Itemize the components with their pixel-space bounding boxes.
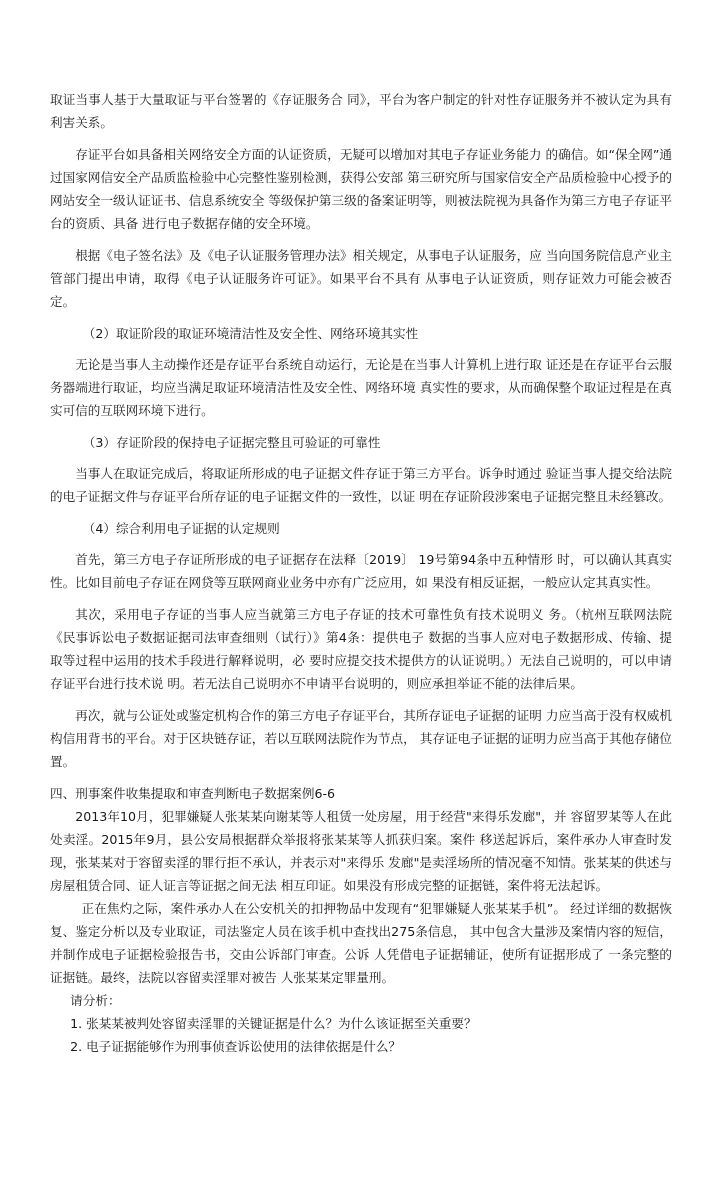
case-paragraph-facts: 2013年10月，犯罪嫌疑人张某某向谢某等人租赁一处房屋，用于经营"来得乐发廊"，并 容留罗某等人在此处卖淫。2015年9月，县公安局根据群众举报将张某某等人抓获归案。案件 移送起诉后，案件承办人审查时发现，张某某对于容留卖淫的罪行拒不承认，并表示对"来得乐 发廊"是卖淫场所的情况毫不知情。张某某的供述与房屋租赁合同、证人证言等证据之间无法 相互印证。如果没有形成完整的证据链，案件将无法起诉。 bbox=[50, 809, 672, 893]
document-page bbox=[50, 88, 672, 1058]
analysis-prompt: 请分析： bbox=[70, 993, 121, 1008]
paragraph-service-contract: 取证当事人基于大量取证与平台签署的《存证服务合 同》，平台为客户制定的针对性存证服务并不被认定为具有利害关系。 bbox=[50, 92, 672, 130]
case-paragraph-evidence: 正在焦灼之际，案件承办人在公安机关的扣押物品中发现有“犯罪嫌疑人张某某手机”。 经过详细的数据恢复、鉴定分析以及专业取证，司法鉴定人员在该手机中查找出275条信息， 其中包含大量涉及案情内容的短信，并制作成电子证据检验报告书，交由公诉部门审查。公诉 人凭借电子证据辅证，使所有证据形成了 一条完整的证据链。最终，法院以容留卖淫罪对被告 人张某某定罪量刑。 bbox=[50, 901, 672, 985]
paragraph-third-rule: 再次，就与公证处或鉴定机构合作的第三方电子存证平台，其所存证电子证据的证明 力应当高于没有权威机构信用背书的平台。对于区块链存证，若以互联网法院作为节点， 其存证电子证据的证明力应当高于其他存储位置。 bbox=[50, 708, 672, 769]
paragraph-platform-certification: 存证平台如具备相关网络安全方面的认证资质，无疑可以增加对其电子存证业务能力 的确信。如“保全网”通过国家网信安全产品质监检验中心完整性鉴别检测，获得公安部 第三研究所与国家信安全产品质检验中心授予的网站安全一级认证证书、信息系统安全 等级保护第三级的备案证明等，则被法院视为具备作为第三方电子存证平台的资质、具备 进行电子数据存储的安全环境。 bbox=[50, 147, 672, 231]
paragraph-storage-reliability: 当事人在取证完成后，将取证所形成的电子证据文件存证于第三方平台。诉争时通过 验证当事人提交给法院的电子证据文件与存证平台所存证的电子证据文件的一致性，以证 明在存证阶段涉案电子证据完整且未经篡改。 bbox=[50, 466, 672, 504]
question-item: 2. 电子证据能够作为刑事侦查诉讼使用的法律依据是什么？ bbox=[70, 1039, 402, 1054]
subheading-storage-reliability: （3）存证阶段的保持电子证据完整且可验证的可靠性 bbox=[82, 435, 381, 450]
paragraph-second-rule: 其次，采用电子存证的当事人应当就第三方电子存证的技术可靠性负有技术说明义 务。（杭州互联网法院《民事诉讼电子数据证据司法审查细则（试行）》第4条：提供电子 数据的当事人应对电子数据形成、传输、提取等过程中运用的技术手段进行解释说明，必 要时应提交技术提供方的认证说明。）无法自己说明的，可以申请存证平台进行技术说 明。若无法自己说明亦不申请平台说明的，则应承担举证不能的法律后果。 bbox=[50, 607, 672, 691]
subheading-recognition-rules: （4）综合利用电子证据的认定规则 bbox=[82, 521, 280, 536]
question-item: 1. 张某某被判处容留卖淫罪的关键证据是什么？为什么该证据至关重要？ bbox=[70, 1016, 477, 1031]
case-section-title: 四、刑事案件收集提取和审查判断电子数据案例6-6 bbox=[50, 786, 336, 801]
paragraph-collection-environment: 无论是当事人主动操作还是存证平台系统自动运行，无论是在当事人计算机上进行取 证还是在存证平台云服务器端进行取证，均应当满足取证环境清洁性及安全性、网络环境 真实性的要求，从而确保整个取证过程是在真实可信的互联网环境下进行。 bbox=[50, 357, 672, 418]
subheading-collection-environment: （2）取证阶段的取证环境清洁性及安全性、网络环境其实性 bbox=[82, 326, 419, 341]
paragraph-e-signature-law: 根据《电子签名法》及《电子认证服务管理办法》相关规定，从事电子认证服务，应 当向国务院信息产业主管部门提出申请，取得《电子认证服务许可证》。如果平台不具有 从事电子认证资质，则存证效力可能会被否定。 bbox=[50, 248, 672, 309]
paragraph-first-rule: 首先，第三方电子存证所形成的电子证据存在法释〔2019〕 19号第94条中五种情形 时，可以确认其真实性。比如目前电子存证在网贷等互联网商业业务中亦有广泛应用，如 果没有相反证据，一般应认定其真实性。 bbox=[50, 552, 672, 590]
